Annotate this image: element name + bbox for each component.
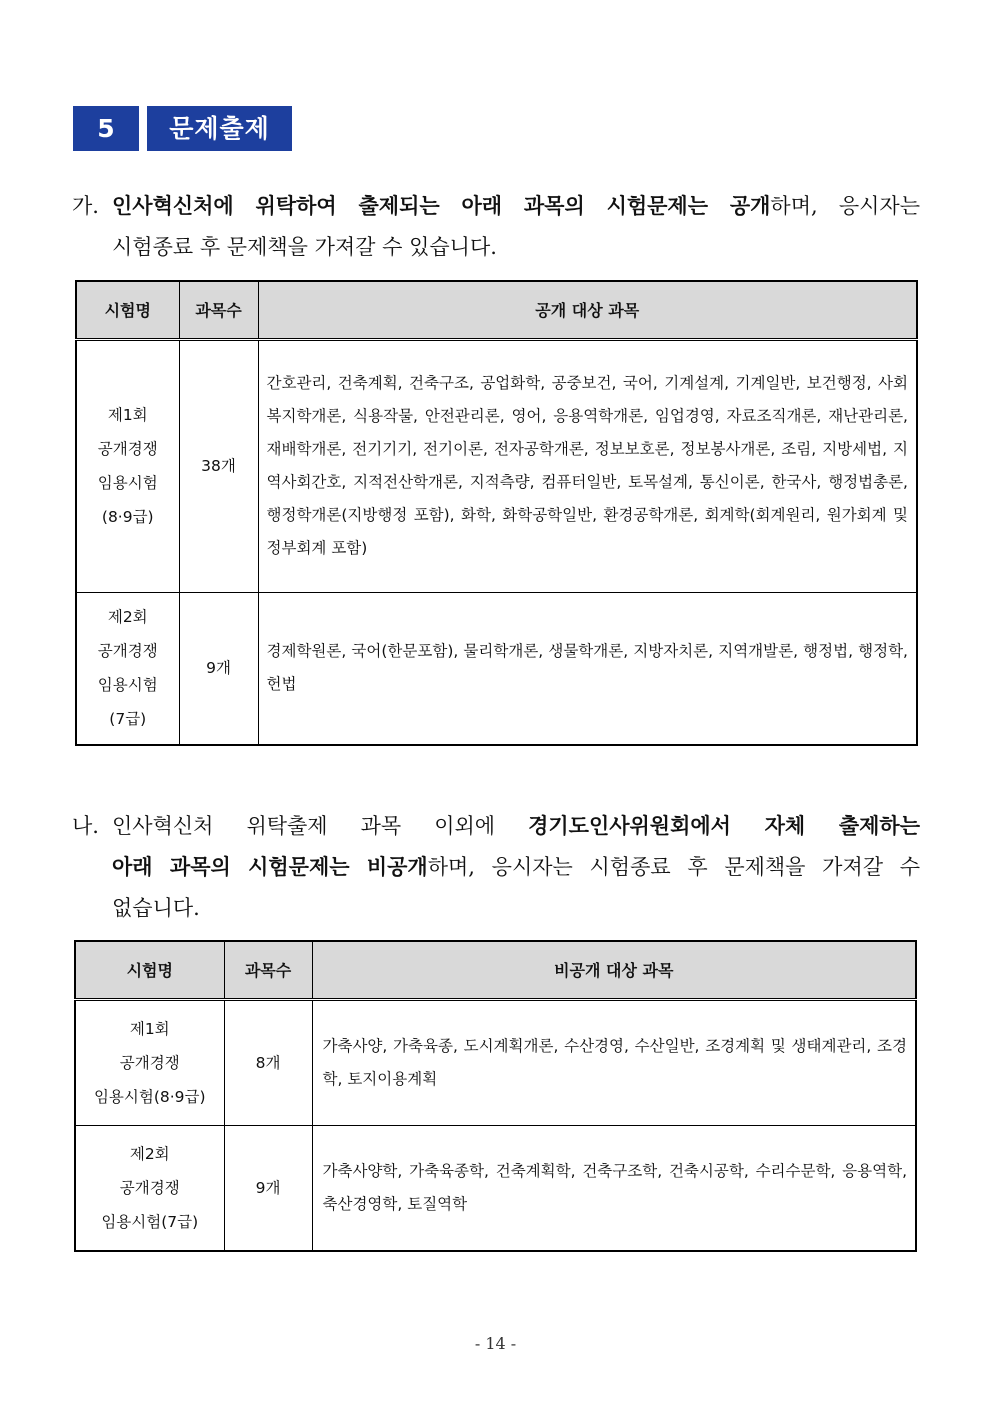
subject-count-cell: 38개 <box>179 339 258 592</box>
private-subjects-table <box>74 940 917 1252</box>
col-header-exam: 시험명 <box>75 941 224 999</box>
exam-line: 공개경쟁 <box>119 1053 180 1072</box>
exam-name-cell <box>76 339 179 592</box>
table-row <box>75 999 916 1125</box>
paragraph-b-bold2: 아래 과목의 시험문제는 비공개 <box>112 855 428 879</box>
paragraph-a-bold: 인사혁신처에 위탁하여 출제되는 아래 과목의 시험문제는 공개 <box>112 194 771 218</box>
paragraph-b-text1: 인사혁신처 위탁출제 과목 이외에 <box>112 814 529 838</box>
paragraph-b-bold1: 경기도인사위원회에서 자체 출제하는 <box>528 814 920 838</box>
col-header-count: 과목수 <box>224 941 312 999</box>
subjects-cell: 가축사양, 가축육종, 도시계획개론, 수산경영, 수산일반, 조경계획 및 생태계관리, 조경학, 토지이용계획 <box>312 999 916 1125</box>
exam-line: 제1회 <box>129 1019 170 1038</box>
col-header-subjects: 비공개 대상 과목 <box>312 941 916 999</box>
paragraph-b-text2: 하며, 응시자는 시험종료 후 문제책을 가져갈 수 <box>427 855 920 879</box>
table-row <box>76 592 917 745</box>
exam-line: 공개경쟁 <box>97 440 158 458</box>
section-number-badge: 5 <box>73 106 139 151</box>
paragraph-a-text: 하며, 응시자는 <box>770 194 920 218</box>
table-header-row <box>76 281 917 339</box>
paragraph-b <box>72 810 920 925</box>
exam-line: (8·9급) <box>101 508 154 526</box>
subject-count-cell: 9개 <box>224 1125 312 1251</box>
exam-name-cell <box>76 592 179 745</box>
subject-count-cell: 9개 <box>179 592 258 745</box>
page-number: - 14 - <box>474 1334 517 1353</box>
col-header-count: 과목수 <box>179 281 258 339</box>
exam-line: 제2회 <box>129 1144 170 1163</box>
exam-line: 제2회 <box>107 608 148 627</box>
exam-line: 임용시험(8·9급) <box>93 1087 206 1106</box>
table-header-row <box>75 941 916 999</box>
exam-line: 공개경쟁 <box>119 1178 180 1197</box>
paragraph-b-line2 <box>72 851 920 884</box>
subjects-cell: 경제학원론, 국어(한문포함), 물리학개론, 생물학개론, 지방자치론, 지역개발론, 행정법, 행정학, 헌법 <box>258 592 917 745</box>
exam-name-cell <box>75 999 224 1125</box>
col-header-subjects: 공개 대상 과목 <box>258 281 917 339</box>
paragraph-b-line3: 없습니다. <box>112 896 200 920</box>
paragraph-a-line2: 시험종료 후 문제책을 가져갈 수 있습니다. <box>112 235 497 259</box>
table-row <box>76 339 917 592</box>
paragraph-b-marker: 나. <box>72 814 99 838</box>
public-subjects-table <box>75 280 918 746</box>
subjects-cell: 가축사양학, 가축육종학, 건축계획학, 건축구조학, 건축시공학, 수리수문학, 응용역학, 축산경영학, 토질역학 <box>312 1125 916 1251</box>
paragraph-a <box>72 190 920 264</box>
table-row <box>75 1125 916 1251</box>
exam-line: 임용시험 <box>97 676 158 695</box>
exam-line: 임용시험 <box>97 474 158 492</box>
exam-line: (7급) <box>109 710 147 729</box>
exam-line: 임용시험(7급) <box>101 1212 199 1231</box>
section-title-badge: 문제출제 <box>147 106 292 151</box>
subjects-cell: 간호관리, 건축계획, 건축구조, 공업화학, 공중보건, 국어, 기계설계, 기계일반, 보건행정, 사회복지학개론, 식용작물, 안전관리론, 영어, 응용역학개론, 임업경영, 자료조직개론, 재난관리론, 재배학개론, 전기기기, 전기이론, 전자공학개론, 정보보호론, 정보봉사개론, 조림, 지방세법, 지역사회간호, 지적전산학개론, 지적측량, 컴퓨터일반, 토목설계, 통신이론, 한국사, 행정법총론, 행정학개론(지방행정 포함), 화학, 화학공학일반, 환경공학개론, 회계학(회계원리, 원가회계 및 정부회계 포함) <box>258 339 917 592</box>
exam-line: 제1회 <box>107 406 148 424</box>
exam-line: 공개경쟁 <box>97 642 158 661</box>
paragraph-a-marker: 가. <box>72 194 99 218</box>
col-header-exam: 시험명 <box>76 281 179 339</box>
subject-count-cell: 8개 <box>224 999 312 1125</box>
exam-name-cell <box>75 1125 224 1251</box>
